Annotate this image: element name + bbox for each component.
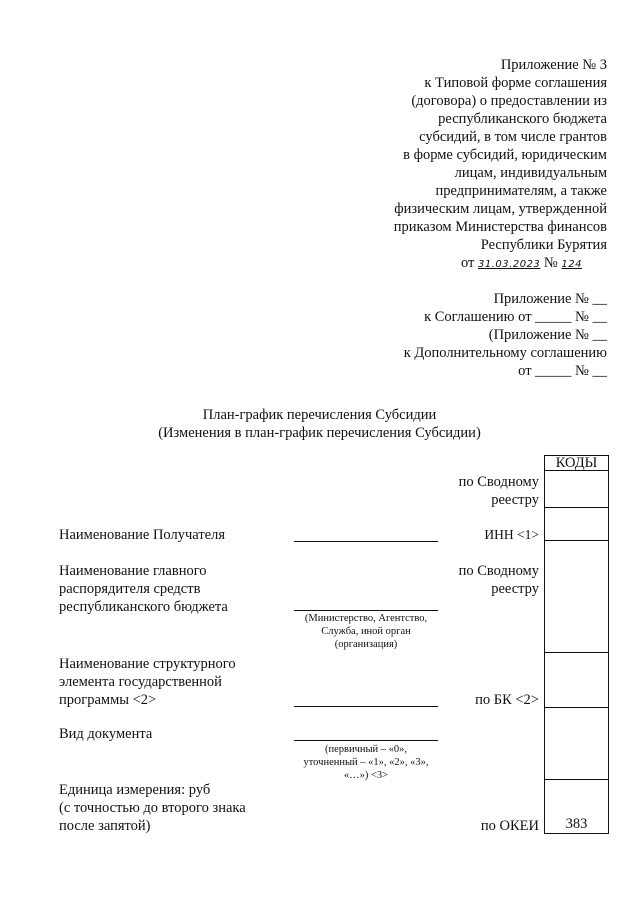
codes-divider <box>544 540 609 541</box>
doc-type-hint: «…») <3> <box>343 770 389 781</box>
agreement-line: от _____ № __ <box>518 363 607 379</box>
appendix-line: предпринимателям, а также <box>435 183 607 199</box>
svodny-label: по Сводному <box>458 474 539 490</box>
agreement-line: к Соглашению от _____ № __ <box>424 309 607 325</box>
distributor-hint: Служба, иной орган <box>321 626 411 637</box>
struct-element-label: элемента государственной <box>59 674 222 690</box>
inn-label: ИНН <1> <box>484 527 539 542</box>
recipient-field-line[interactable] <box>294 541 438 542</box>
agreement-line: Приложение № __ <box>493 291 607 307</box>
appendix-line: (договора) о предоставлении из <box>411 93 607 109</box>
agreement-line: (Приложение № __ <box>488 327 607 343</box>
struct-element-label: Наименование структурного <box>59 656 236 672</box>
bk-label: по БК <2> <box>475 692 539 708</box>
page-subtitle: (Изменения в план-график перечисления Субсидии) <box>158 425 481 441</box>
okei-code-value: 383 <box>565 816 588 832</box>
distributor-hint: (Министерство, Агентство, <box>304 613 428 624</box>
distributor-code-label: реестру <box>491 581 539 597</box>
struct-element-label: программы <2> <box>59 692 157 708</box>
appendix-line: к Типовой форме соглашения <box>424 75 607 91</box>
appendix-line: в форме субсидий, юридическим <box>403 147 607 163</box>
codes-header: КОДЫ <box>544 455 609 471</box>
struct-element-field-line[interactable] <box>294 706 438 707</box>
unit-label: (с точностью до второго знака <box>59 800 246 816</box>
codes-divider <box>544 779 609 780</box>
appendix-date-line: от 31.03.2023 № 124 <box>461 255 582 271</box>
agreement-line: к Дополнительному соглашению <box>403 345 607 361</box>
appendix-line: физическим лицам, утвержденной <box>394 201 607 217</box>
distributor-label: республиканского бюджета <box>59 599 228 615</box>
doc-type-hint: уточненный – «1», «2», «3», <box>303 757 429 768</box>
handwritten-date: 31.03.2023 <box>478 259 541 270</box>
appendix-line: Приложение № 3 <box>500 57 607 73</box>
doc-type-hint: (первичный – «0», <box>324 744 408 755</box>
unit-label: Единица измерения: руб <box>59 782 211 798</box>
appendix-line: лицам, индивидуальным <box>454 165 607 181</box>
okei-label: по ОКЕИ <box>480 818 539 834</box>
appendix-line: приказом Министерства финансов <box>393 219 607 235</box>
appendix-line: республиканского бюджета <box>438 111 607 127</box>
doc-type-field-line[interactable] <box>294 740 438 741</box>
appendix-line: субсидий, в том числе грантов <box>419 129 607 145</box>
distributor-field-line[interactable] <box>294 610 438 611</box>
distributor-label: распорядителя средств <box>59 581 201 597</box>
page-title: План-график перечисления Субсидии <box>202 407 437 423</box>
distributor-code-label: по Сводному <box>458 563 539 579</box>
doc-type-label: Вид документа <box>59 726 153 742</box>
distributor-label: Наименование главного <box>59 563 207 579</box>
recipient-label: Наименование Получателя <box>59 527 226 543</box>
appendix-line: Республики Бурятия <box>480 237 607 253</box>
distributor-hint: (организация) <box>334 639 398 650</box>
unit-label: после запятой) <box>59 818 151 834</box>
handwritten-number: 124 <box>561 259 582 270</box>
codes-divider <box>544 652 609 653</box>
svodny-label: реестру <box>491 492 539 508</box>
codes-divider <box>544 707 609 708</box>
codes-divider <box>544 507 609 508</box>
